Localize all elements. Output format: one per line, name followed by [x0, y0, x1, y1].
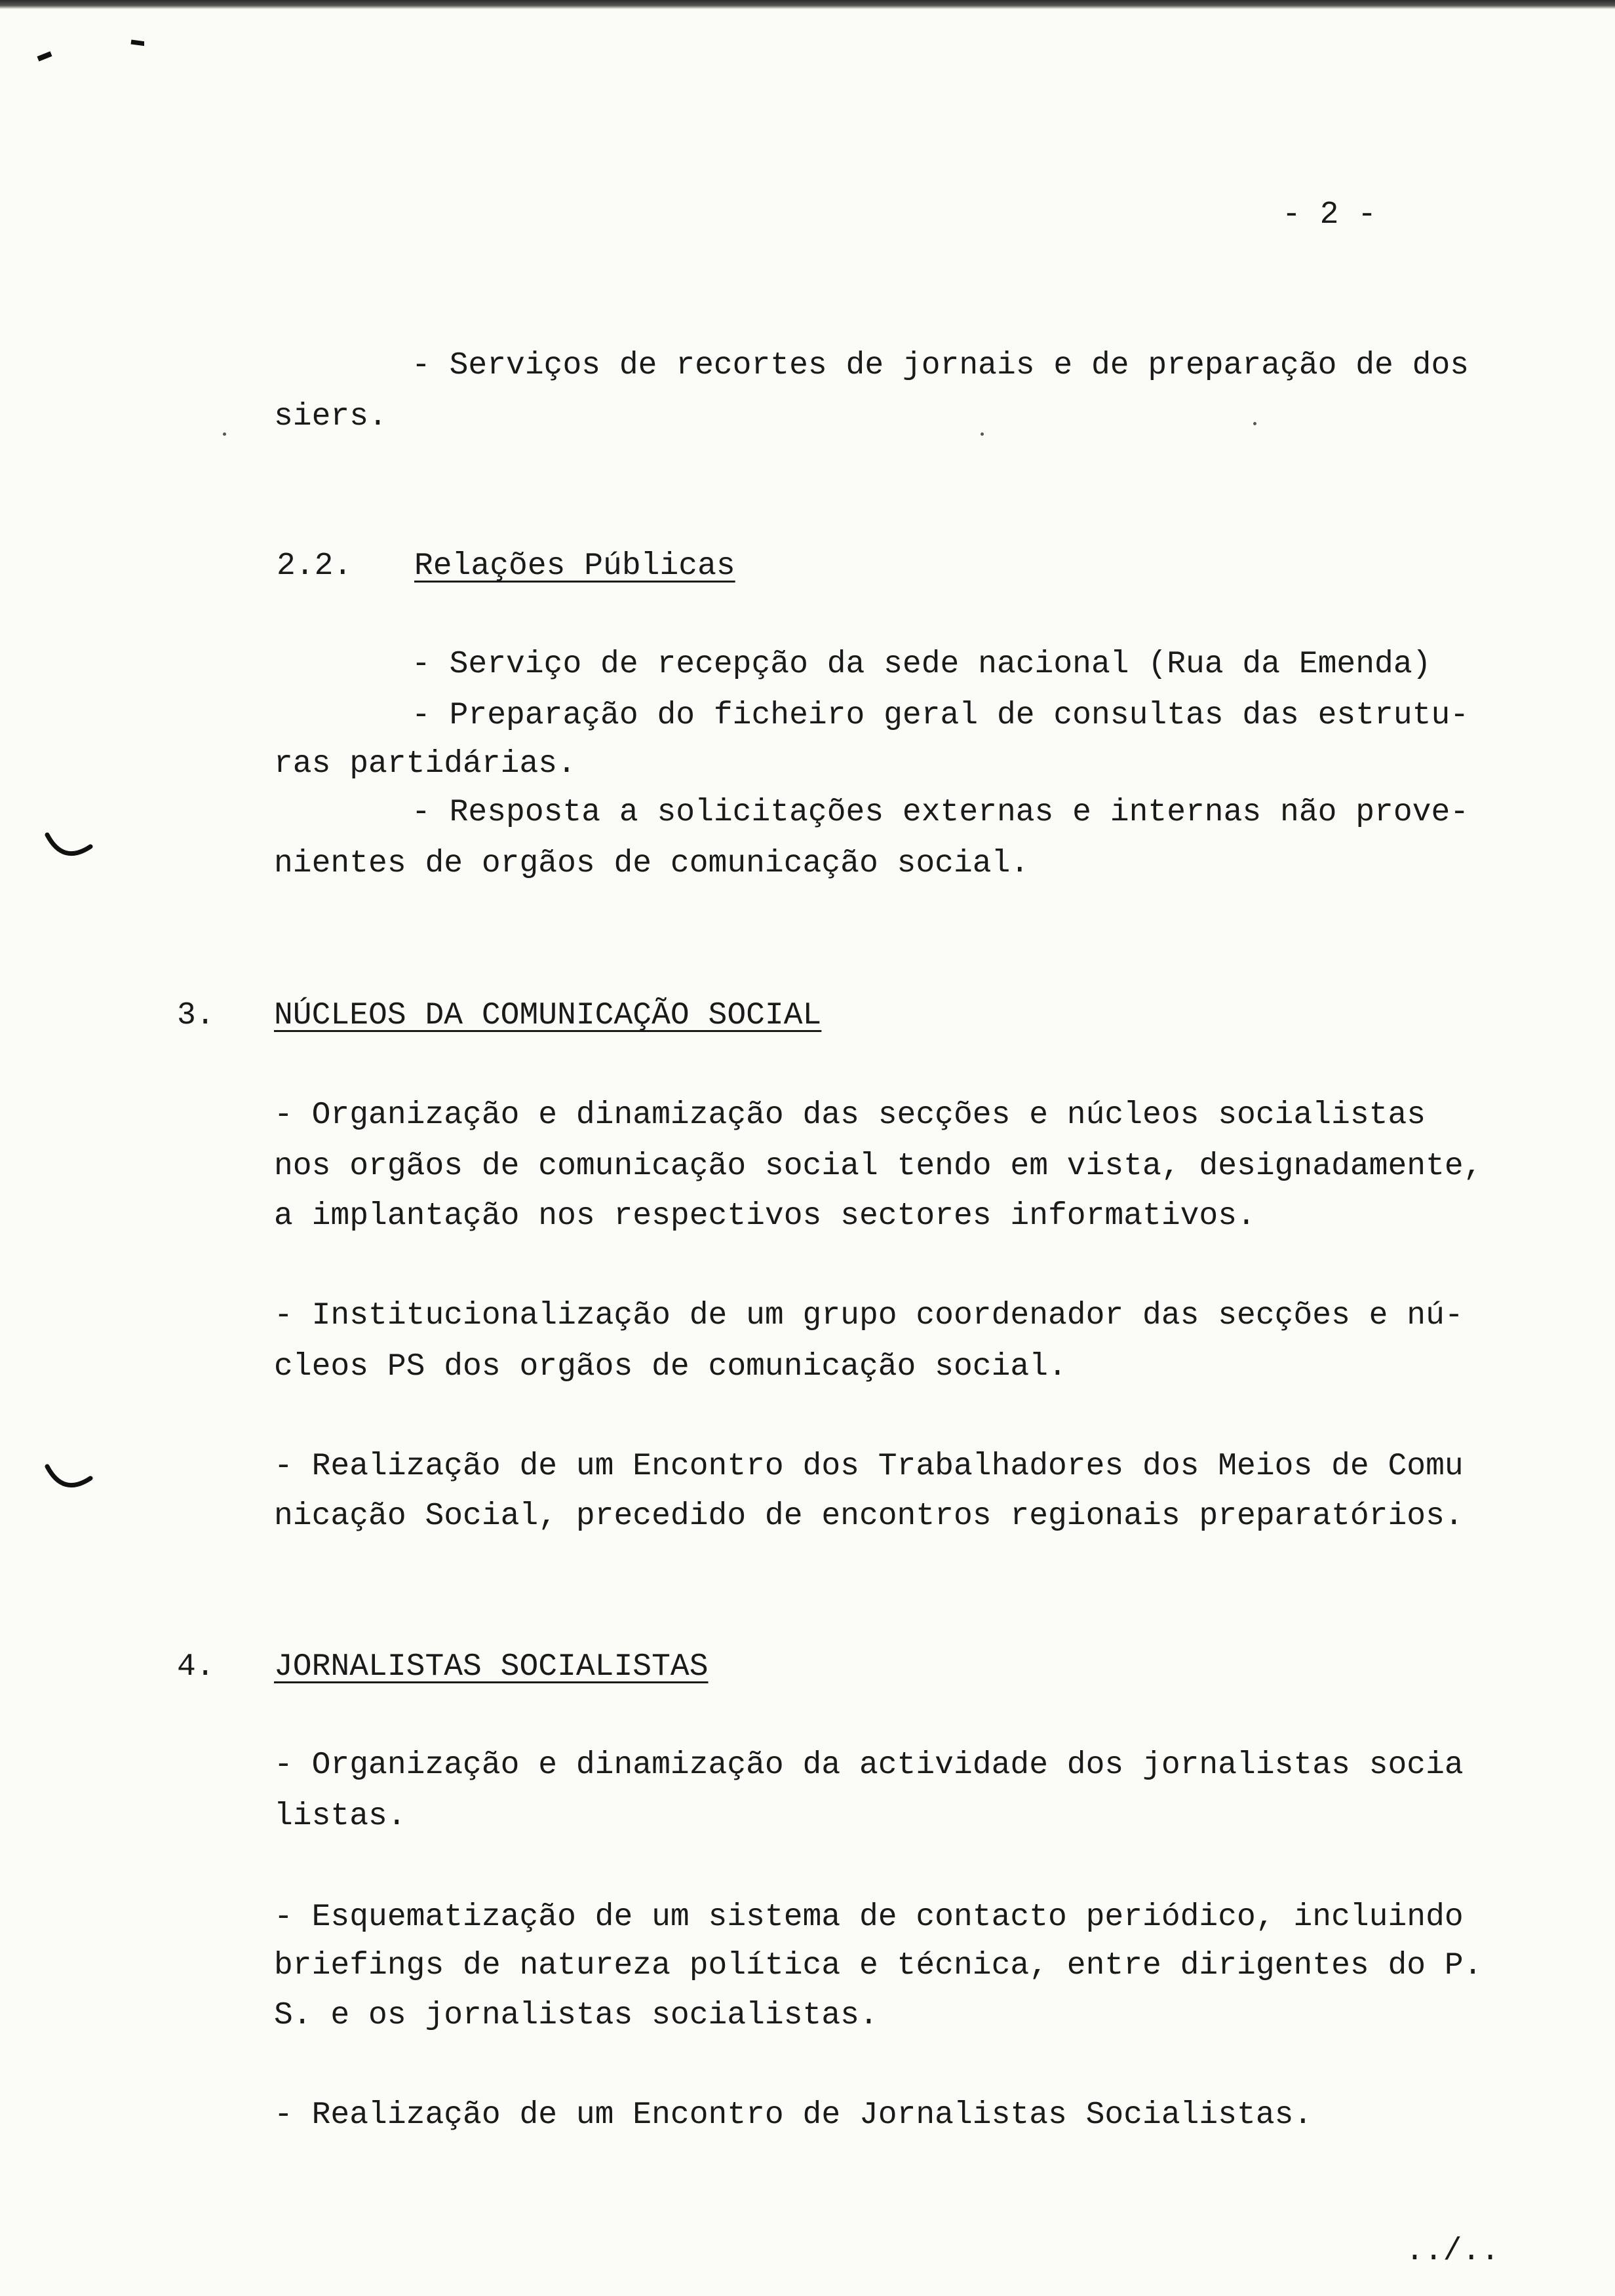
corner-mark — [33, 33, 144, 72]
item-line: - Organização e dinamização da actividade dos jornalistas socia — [274, 1748, 1464, 1783]
item-line: a implantação nos respectivos sectores informativos. — [274, 1198, 1256, 1234]
item-line: - Esquematização de um sistema de contacto periódico, incluindo — [274, 1900, 1464, 1935]
speck — [223, 432, 226, 436]
item-line: - Serviços de recortes de jornais e de preparação de dos — [412, 348, 1469, 383]
scan-edge — [0, 0, 1615, 9]
speck — [981, 432, 984, 436]
punch-hole-mark-top — [43, 831, 96, 862]
item-line: ras partidárias. — [274, 746, 576, 782]
item-line: - Organização e dinamização das secções e núcleos socialistas — [274, 1098, 1426, 1133]
item-line: - Resposta a solicitações externas e internas não prove- — [412, 795, 1469, 830]
item-line: nos orgãos de comunicação social tendo em vista, designadamente, — [274, 1149, 1483, 1184]
page-number: - 2 - — [1282, 197, 1377, 233]
item-line: nicação Social, precedido de encontros regionais preparatórios. — [274, 1499, 1464, 1534]
continuation-marker: ../.. — [1405, 2234, 1500, 2269]
item-line: siers. — [274, 399, 387, 434]
punch-hole-mark-bottom — [43, 1463, 96, 1494]
speck — [1253, 422, 1256, 425]
item-line: nientes de orgãos de comunicação social. — [274, 846, 1030, 881]
item-line: S. e os jornalistas socialistas. — [274, 1998, 878, 2033]
section-heading: JORNALISTAS SOCIALISTAS — [274, 1649, 709, 1685]
section-heading: NÚCLEOS DA COMUNICAÇÃO SOCIAL — [274, 998, 822, 1033]
item-line: - Realização de um Encontro de Jornalistas Socialistas. — [274, 2097, 1313, 2133]
item-line: cleos PS dos orgãos de comunicação social. — [274, 1349, 1067, 1385]
item-line: - Preparação do ficheiro geral de consultas das estrutu- — [412, 698, 1469, 733]
item-line: - Realização de um Encontro dos Trabalhadores dos Meios de Comu — [274, 1449, 1464, 1484]
section-number: 3. — [177, 998, 215, 1033]
item-line: listas. — [274, 1799, 406, 1834]
section-number: 4. — [177, 1649, 215, 1685]
item-line: briefings de natureza política e técnica, entre dirigentes do P. — [274, 1948, 1483, 1983]
section-heading: Relações Públicas — [414, 548, 735, 584]
section-number: 2.2. — [277, 548, 353, 584]
item-line: - Serviço de recepção da sede nacional (Rua da Emenda) — [412, 647, 1431, 682]
item-line: - Institucionalização de um grupo coordenador das secções e nú- — [274, 1298, 1464, 1333]
